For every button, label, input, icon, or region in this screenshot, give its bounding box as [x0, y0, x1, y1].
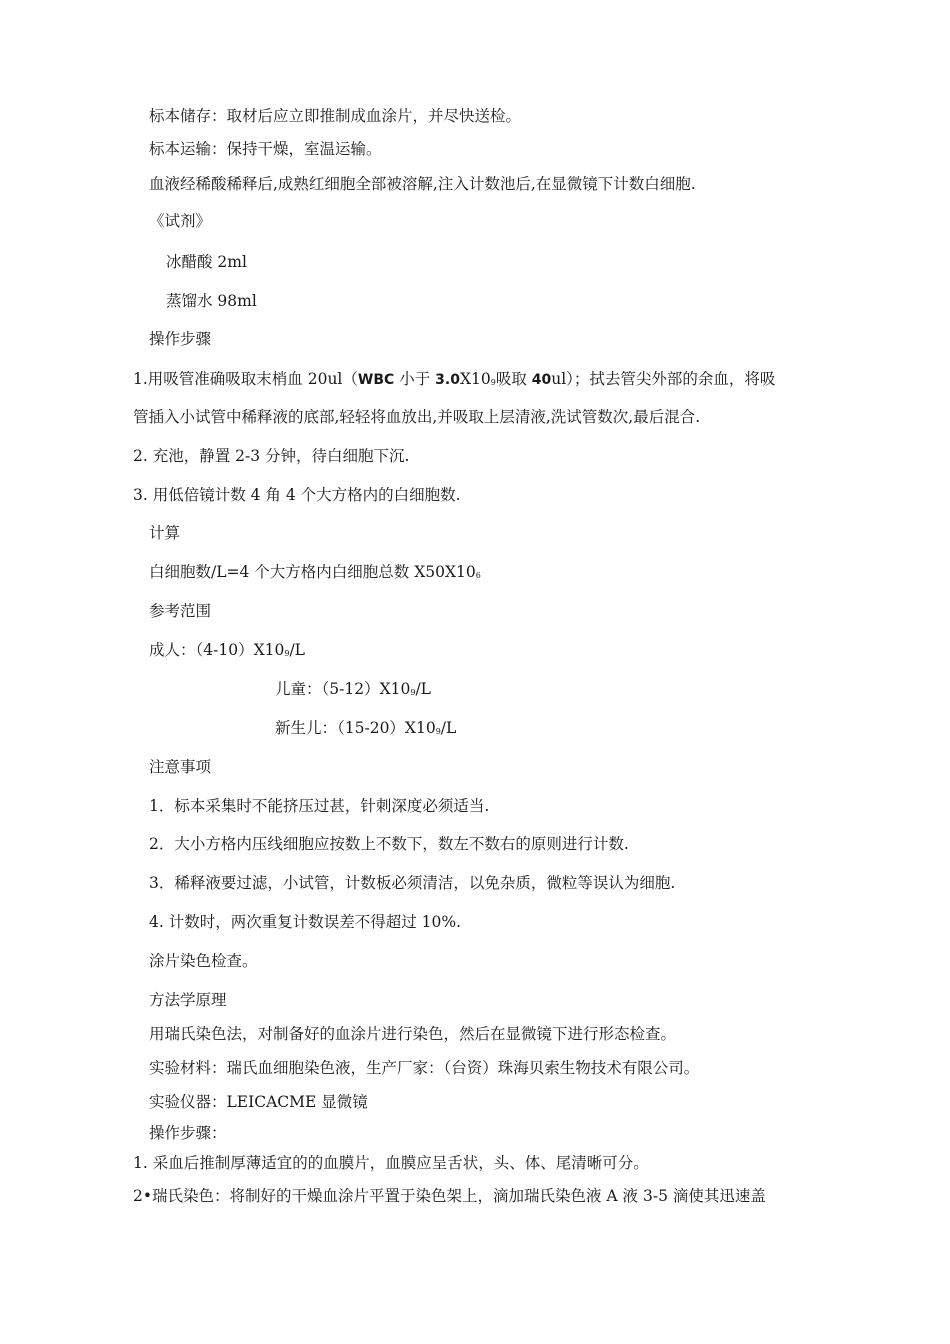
note-3: 3．稀释液要过滤，小试管，计数板必须清洁，以免杂质，微粒等误认为细胞.	[149, 874, 676, 892]
note-2: 2．大小方格内压线细胞应按数上不数下，数左不数右的原则进行计数.	[149, 835, 629, 853]
reagent-acetic-acid: 冰醋酸 2ml	[166, 253, 247, 271]
principle-line: 血液经稀酸稀释后,成熟红细胞全部被溶解,注入计数池后,在显微镜下计数白细胞.	[149, 175, 696, 193]
calc-formula: 白细胞数/L=4 个大方格内白细胞总数 $X50X10_6$	[149, 563, 481, 581]
reagent-distilled-water: 蒸馏水 98ml	[166, 292, 257, 310]
note-1: 1．标本采集时不能挤压过甚，针刺深度必须适当.	[149, 797, 490, 815]
step3-line: 3. 用低倍镜计数 4 角 4 个大方格内的白细胞数.	[133, 486, 461, 504]
notes-title: 注意事项	[149, 758, 212, 776]
calc-title: 计算	[149, 524, 181, 542]
instrument-line: 实验仪器：LEICACME 显微镜	[149, 1093, 368, 1111]
steps2-title: 操作步骤：	[149, 1124, 227, 1142]
stain-step2: 2•瑞氏染色：将制好的干燥血涂片平置于染色架上，滴加瑞氏染色液 A 液 3-5 滴使其迅速盖	[133, 1187, 766, 1205]
step1-line1: 1.用吸管准确吸取末梢血 20ul（WBC 小于 $3.0X10_9$吸取 40ul）；拭去管尖外部的余血，将吸	[133, 370, 776, 388]
transport-line: 标本运输：保持干燥，室温运输。	[149, 140, 382, 158]
reference-newborn: 新生儿：$(15-20)X10_9/L$	[275, 719, 457, 737]
steps-title: 操作步骤	[149, 330, 212, 348]
reference-adult: 成人：$(4-10)X10_9/L$	[149, 641, 305, 659]
method-title: 方法学原理	[149, 991, 227, 1009]
note-4: 4. 计数时，两次重复计数误差不得超过 10%.	[149, 913, 462, 931]
smear-title: 涂片染色检查。	[149, 952, 258, 970]
reference-title: 参考范围	[149, 602, 212, 620]
step1-line2: 管插入小试管中稀释液的底部,轻轻将血放出,并吸取上层清液,洗试管数次,最后混合.	[133, 408, 701, 426]
storage-line: 标本储存：取材后应立即推制成血涂片，并尽快送检。	[149, 107, 522, 125]
step2-line: 2. 充池，静置 2-3 分钟，待白细胞下沉.	[133, 447, 410, 465]
materials-line: 实验材料：瑞氏血细胞染色液，生产厂家：（台资）珠海贝索生物技术有限公司。	[149, 1059, 700, 1077]
reagents-title: 《试剂》	[149, 212, 212, 230]
reference-child: 儿童：$(5-12)X10_9/L$	[275, 680, 431, 698]
method-text: 用瑞氏染色法，对制备好的血涂片进行染色，然后在显微镜下进行形态检查。	[149, 1025, 677, 1043]
stain-step1: 1. 采血后推制厚薄适宜的的血膜片，血膜应呈舌状，头、体、尾清晰可分。	[133, 1154, 649, 1172]
